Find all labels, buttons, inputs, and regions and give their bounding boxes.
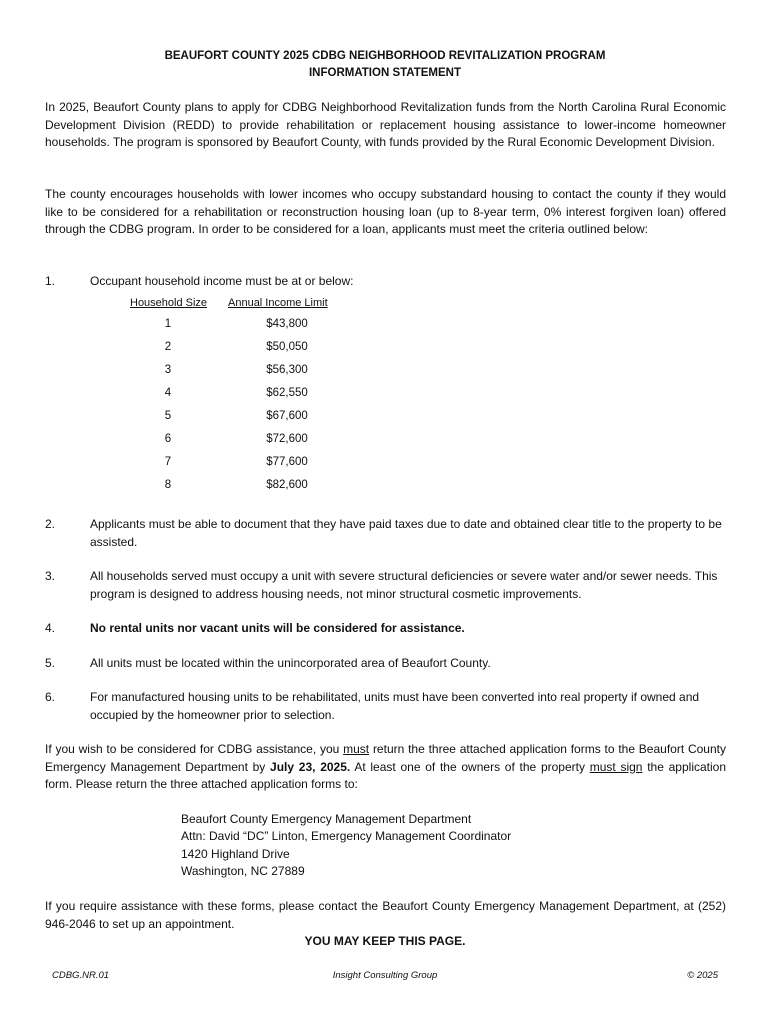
emphasis-must: must <box>343 742 370 756</box>
table-cell-income: $72,600 <box>266 433 308 445</box>
address-line: Washington, NC 27889 <box>181 864 305 878</box>
instructions-text: At least one of the owners of the property <box>350 759 590 774</box>
criterion-number: 2. <box>45 517 56 531</box>
table-cell-income: $77,600 <box>266 456 308 468</box>
document-title: BEAUFORT COUNTY 2025 CDBG NEIGHBORHOOD REVITALIZATION PROGRAM <box>164 50 606 62</box>
table-cell-size: 2 <box>164 341 172 353</box>
table-cell-size: 5 <box>164 410 172 422</box>
footer-company: Insight Consulting Group <box>332 970 438 981</box>
instructions-text: If you wish to be considered for CDBG assistance, you <box>45 742 344 756</box>
criterion-text: All units must be located within the unincorporated area of Beaufort County. <box>90 656 491 670</box>
table-cell-size: 6 <box>164 433 172 445</box>
criterion-number: 6. <box>45 690 56 704</box>
address-line: Attn: David “DC” Linton, Emergency Management Coordinator <box>181 829 512 843</box>
document-subtitle: INFORMATION STATEMENT <box>308 67 462 79</box>
criterion-text: No rental units nor vacant units will be considered for assistance. <box>90 621 465 635</box>
table-cell-income: $56,300 <box>266 364 308 376</box>
criterion-number: 4. <box>45 621 56 635</box>
criterion-text: All households served must occupy a unit with severe structural deficiencies or severe water and/or sewer needs. This program is designed to address housing needs, not minor structural cosmetic improvements. <box>90 569 718 601</box>
deadline: July 23, 2025. <box>270 759 351 774</box>
criterion-text: Applicants must be able to document that they have paid taxes due to date and obtained clear title to the property to be assisted. <box>90 517 722 549</box>
instructions-text: return the three attached application forms to the Beaufort County Emergency Management Department by <box>45 742 726 774</box>
table-cell-size: 1 <box>164 318 172 330</box>
keep-page-note: YOU MAY KEEP THIS PAGE. <box>304 934 466 948</box>
instructions-text: the application form. Please return the three attached application forms to: <box>45 759 727 791</box>
table-header-household-size: Household Size <box>130 297 208 309</box>
criterion-number: 5. <box>45 656 56 670</box>
intro-paragraph-1: In 2025, Beaufort County plans to apply for CDBG Neighborhood Revitalization funds from the North Carolina Rural Economic Development Division (REDD) to provide rehabilitation or replacement housing assistance to lower-income homeowner households. The program is sponsored by Beaufort County, with funds provided by the Rural Economic Development Division. <box>45 100 726 149</box>
table-cell-size: 4 <box>164 387 172 399</box>
table-header-income-limit: Annual Income Limit <box>228 297 328 309</box>
table-cell-income: $43,800 <box>266 318 308 330</box>
criterion-text: For manufactured housing units to be rehabilitated, units must have been converted into real property if owned and occupied by the homeowner prior to selection. <box>90 690 700 722</box>
contact-paragraph: If you require assistance with these forms, please contact the Beaufort County Emergency Management Department, at (252) 946-2046 to set up an appointment. <box>45 899 726 931</box>
address-line: 1420 Highland Drive <box>181 847 290 861</box>
table-cell-size: 7 <box>164 456 172 468</box>
table-cell-income: $82,600 <box>266 479 308 491</box>
table-cell-income: $50,050 <box>266 341 308 353</box>
criterion-number: 1. <box>45 274 56 288</box>
table-cell-income: $67,600 <box>266 410 308 422</box>
footer-copyright: © 2025 <box>687 970 718 981</box>
address-line: Beaufort County Emergency Management Department <box>181 812 472 826</box>
intro-paragraph-2: The county encourages households with lower incomes who occupy substandard housing to contact the county if they would like to be considered for a rehabilitation or reconstruction housing loan (up to 8-year term, 0% interest forgiven loan) offered through the CDBG program. In order to be considered for a loan, applicants must meet the criteria outlined below: <box>45 187 726 236</box>
table-cell-size: 3 <box>164 364 172 376</box>
footer-form-code: CDBG.NR.01 <box>52 970 110 981</box>
emphasis-must-sign: must sign <box>589 759 643 774</box>
table-cell-income: $62,550 <box>266 387 308 399</box>
instructions-paragraph <box>45 741 726 794</box>
table-cell-size: 8 <box>164 479 172 491</box>
criterion-text: Occupant household income must be at or below: <box>90 274 354 288</box>
criterion-number: 3. <box>45 569 56 583</box>
